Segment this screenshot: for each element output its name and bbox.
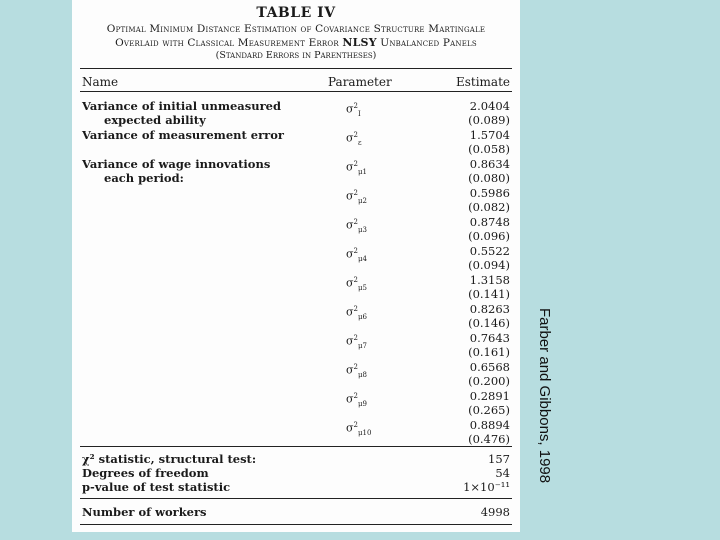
row-name [82,157,270,185]
parameter-sub: ε [357,138,362,147]
row-name-line-1: Variance of measurement error [82,128,284,142]
workers-value: 4998 [480,505,510,519]
caption-line-1: Optimal Minimum Distance Estimation of Covariance Structure Martingale [106,23,486,35]
row-standard-error: (0.094) [468,258,510,272]
table-title: TABLE IV [256,5,336,21]
row-parameter [346,418,371,440]
row-standard-error: (0.200) [468,374,510,388]
parameter-symbol: σ [346,218,354,232]
parameter-sub: μ1 [357,167,367,176]
parameter-symbol: σ [346,392,354,406]
row-parameter [346,99,361,121]
row-standard-error: (0.141) [468,287,510,301]
caption-line-2-em: NLSY [342,36,377,49]
parameter-sub: I [357,109,361,118]
row-parameter [346,360,367,382]
row-standard-error: (0.146) [468,316,510,330]
row-parameter [346,128,362,150]
row-parameter [346,302,367,324]
header-estimate: Estimate [455,75,510,89]
row-name-line-2: each period: [104,171,184,185]
parameter-sub: μ8 [357,370,367,379]
row-estimate: 2.0404 [469,99,510,113]
parameter-sup: 2 [353,160,358,168]
row-estimate: 0.8748 [469,215,510,229]
row-name-line-2: expected ability [104,113,206,127]
parameter-symbol: σ [346,131,354,145]
caption-line-2 [72,36,520,50]
row-estimate: 0.2891 [469,389,510,403]
parameter-sup: 2 [353,305,358,313]
parameter-sup: 2 [353,392,358,400]
row-standard-error: (0.476) [468,432,510,446]
row-standard-error: (0.096) [468,229,510,243]
row-estimate: 0.7643 [469,331,510,345]
row-estimate: 0.8894 [469,418,510,432]
row-estimate: 0.6568 [469,360,510,374]
row-standard-error: (0.161) [468,345,510,359]
parameter-symbol: σ [346,102,354,116]
parameter-sub: μ2 [357,196,367,205]
stat-value: 157 [488,452,510,466]
row-name-line-1: Variance of wage innovations [82,157,271,171]
row-parameter [346,215,367,237]
parameter-sup: 2 [353,218,358,226]
parameter-symbol: σ [346,276,354,290]
parameter-sub: μ10 [357,428,372,437]
parameter-sup: 2 [353,189,358,197]
row-estimate: 1.5704 [469,128,510,142]
workers-label: Number of workers [82,505,207,519]
citation-credit: Farber and Gibbons, 1998 [536,308,553,484]
row-standard-error: (0.080) [468,171,510,185]
row-name [82,128,284,142]
stat-label: Degrees of freedom [82,466,209,480]
parameter-sup: 2 [353,102,358,110]
parameter-sup: 2 [353,247,358,255]
row-estimate: 0.5522 [469,244,510,258]
stats-rule [80,446,512,447]
row-parameter [346,157,367,179]
row-parameter [346,186,367,208]
row-standard-error: (0.089) [468,113,510,127]
parameter-symbol: σ [346,363,354,377]
table-page [72,0,520,532]
caption-line-3: (Standard Errors in Parentheses) [215,50,377,61]
parameter-symbol: σ [346,160,354,174]
header-rule [80,91,512,92]
caption-line-2-post: Unbalanced Panels [376,37,477,49]
stat-label: χ² statistic, structural test: [82,452,257,466]
parameter-sub: μ9 [357,399,367,408]
stat-value: 54 [495,466,510,480]
parameter-sub: μ6 [357,312,367,321]
parameter-sup: 2 [353,131,358,139]
parameter-sub: μ7 [357,341,367,350]
row-parameter [346,244,367,266]
row-parameter [346,331,367,353]
workers-rule [80,498,512,499]
row-parameter [346,273,367,295]
bottom-rule [80,524,512,525]
row-standard-error: (0.082) [468,200,510,214]
parameter-sub: μ5 [357,283,367,292]
row-parameter [346,389,367,411]
parameter-symbol: σ [346,189,354,203]
row-estimate: 0.8263 [469,302,510,316]
table-caption [72,22,520,50]
parameter-symbol: σ [346,334,354,348]
parameter-sub: μ3 [357,225,367,234]
row-standard-error: (0.058) [468,142,510,156]
stat-label: p-value of test statistic [82,480,231,494]
header-parameter: Parameter [328,75,392,89]
parameter-symbol: σ [346,421,354,435]
parameter-symbol: σ [346,247,354,261]
caption-line-2-pre: Overlaid with Classical Measurement Error [115,37,343,49]
header-name: Name [82,75,119,89]
parameter-sup: 2 [353,421,358,429]
row-estimate: 0.8634 [469,157,510,171]
stat-value: 1×10⁻¹¹ [463,480,510,494]
parameter-sup: 2 [353,363,358,371]
parameter-sup: 2 [353,334,358,342]
row-estimate: 0.5986 [469,186,510,200]
row-name-line-1: Variance of initial unmeasured [82,99,282,113]
row-standard-error: (0.265) [468,403,510,417]
parameter-sub: μ4 [357,254,367,263]
row-name [82,99,281,127]
row-estimate: 1.3158 [469,273,510,287]
parameter-sup: 2 [353,276,358,284]
top-rule [80,68,512,69]
parameter-symbol: σ [346,305,354,319]
